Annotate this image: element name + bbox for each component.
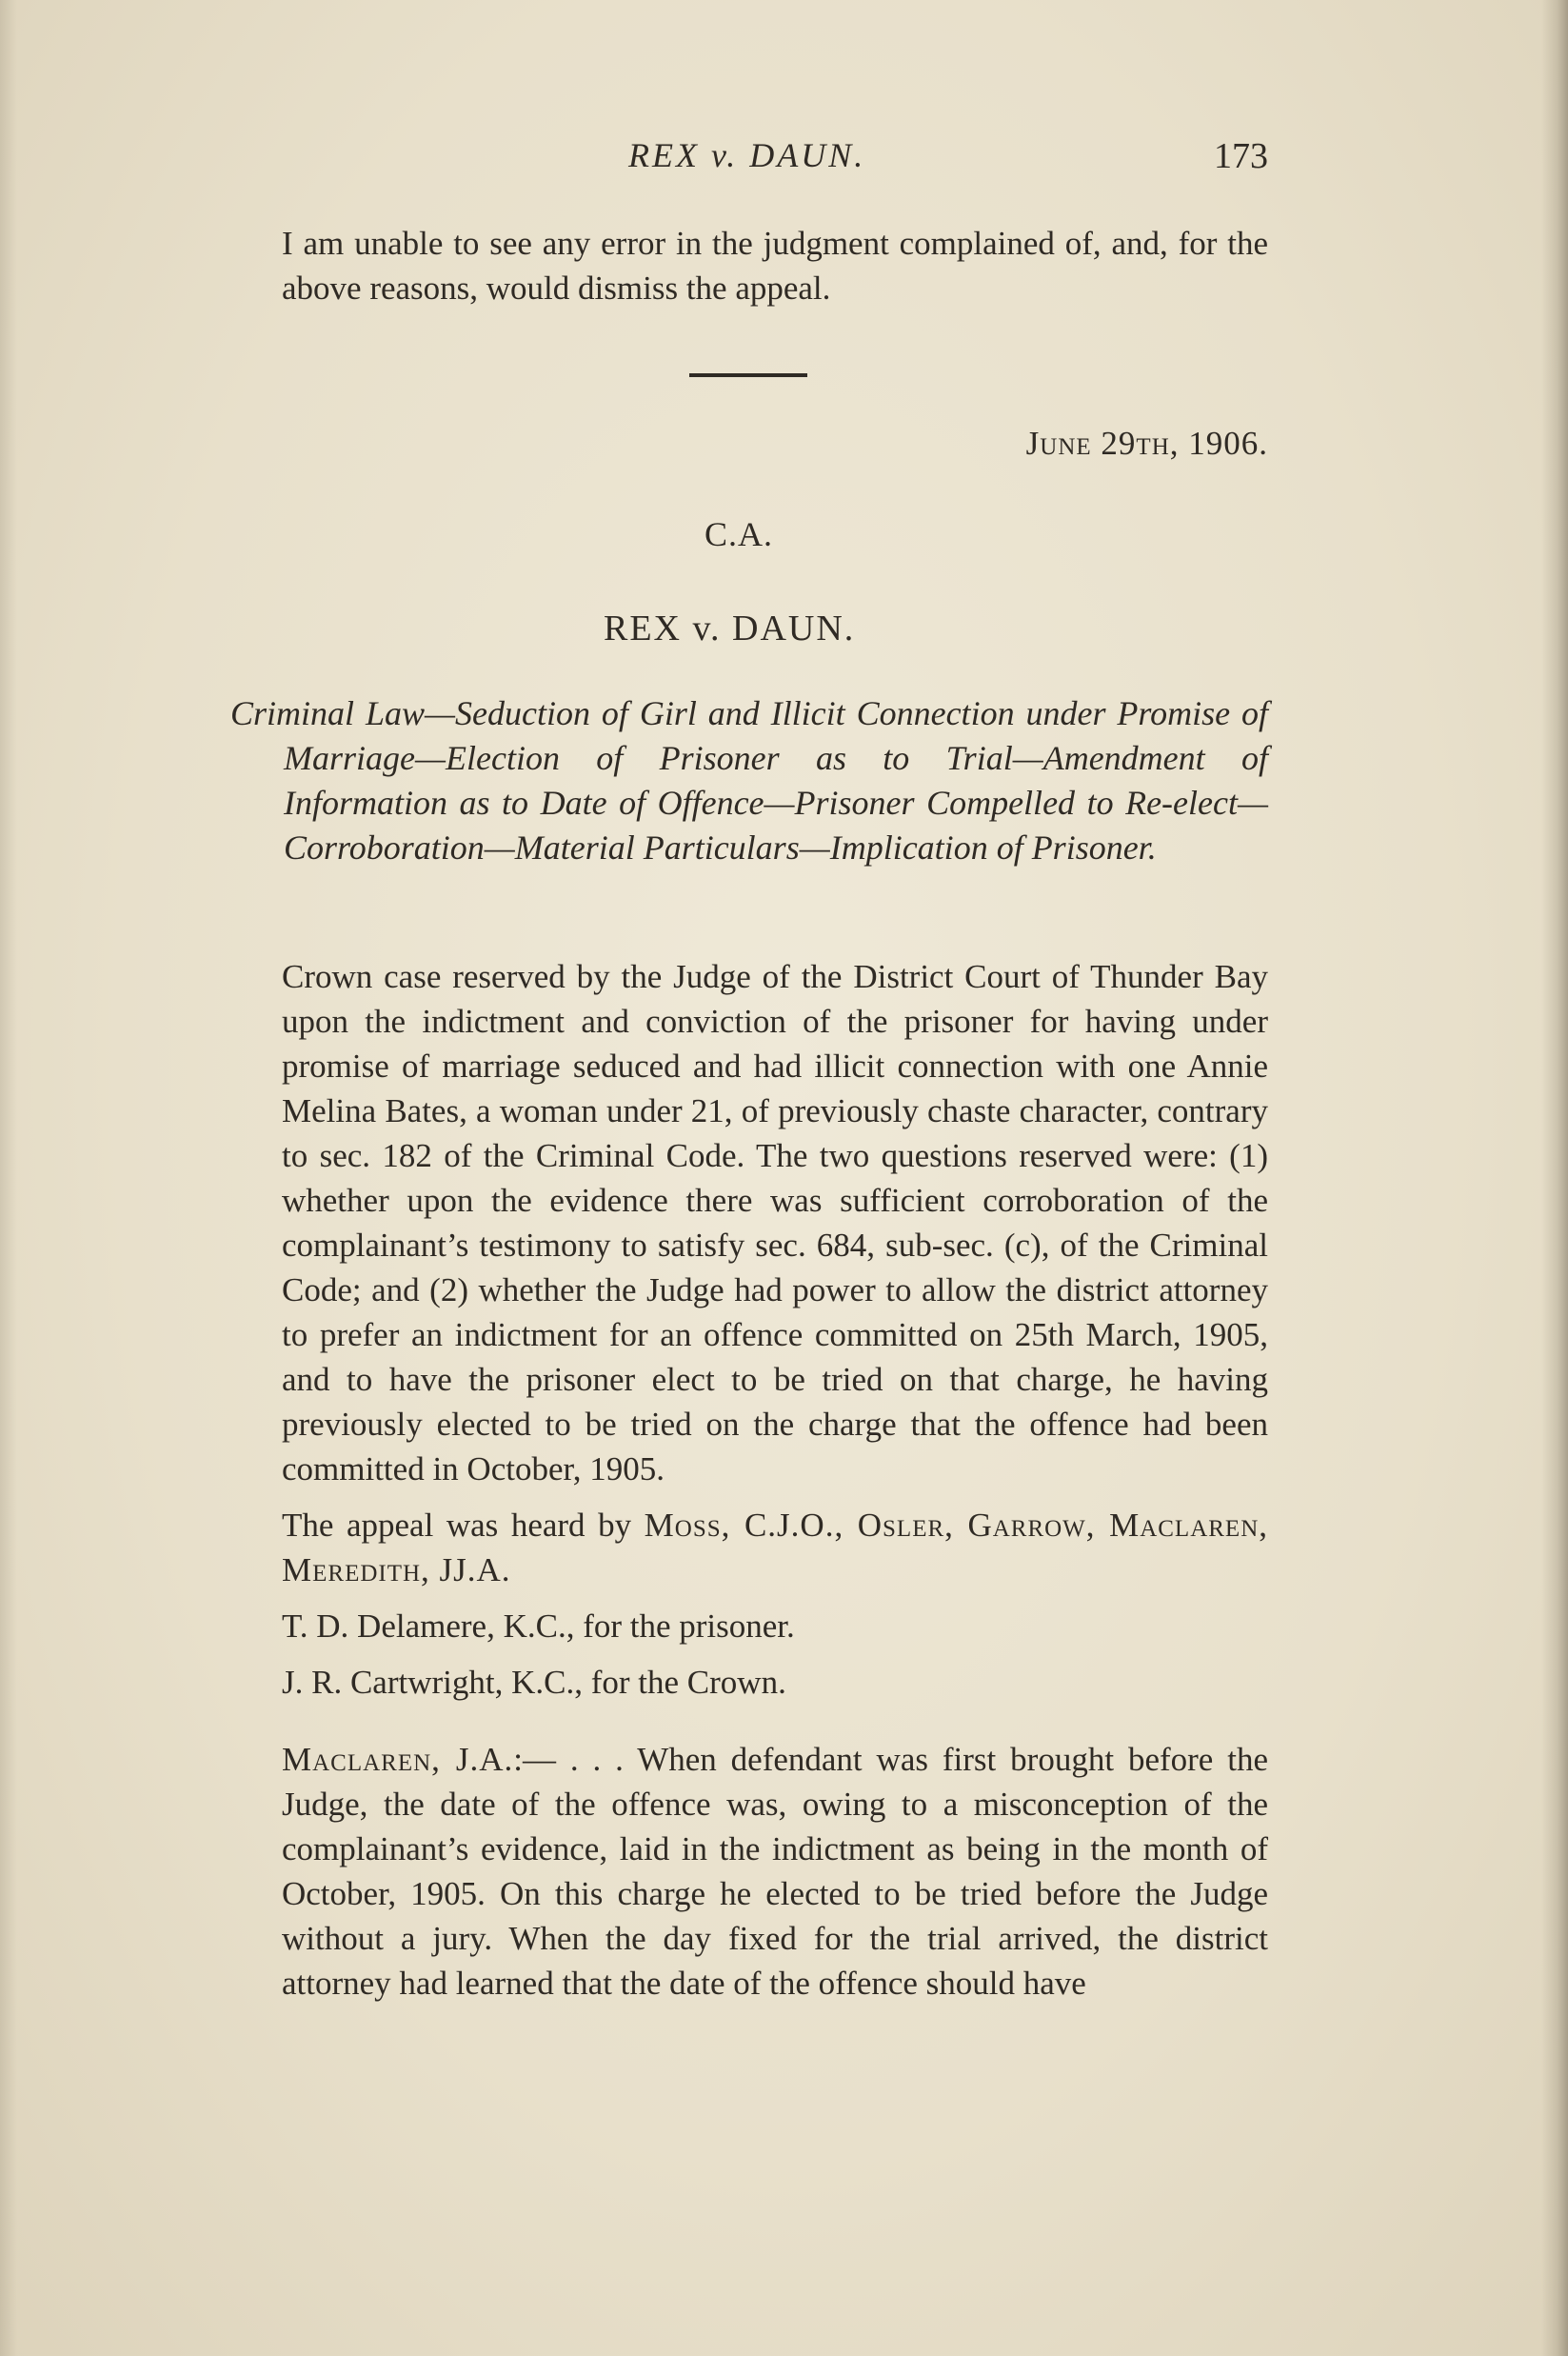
spacer [282,1716,1268,1737]
page-right-edge-shadow [1541,0,1568,2356]
page-left-edge-shadow [0,0,17,2356]
opening-paragraph: I am unable to see any error in the judgment complained of, and, for the above reasons, would dismiss the appeal. [282,225,1268,307]
bench-names: Moss, C.J.O., Osler, Garrow, Maclaren, Meredith, JJ.A. [282,1507,1269,1588]
case-body [282,954,1268,2017]
judgment-paragraph [282,1737,1268,2006]
running-head-title: REX v. DAUN. [628,136,866,174]
decision-date: June 29th, 1906. [1025,425,1268,462]
headnote [230,691,1268,870]
counsel-crown: J. R. Cartwright, K.C., for the Crown. [282,1664,786,1701]
headnote-text: Criminal Law—Seduction of Girl and Illicit Connection under Promise of Marriage—Election of Prisoner as to Trial—Amendment of Information as to Date of Offence—Prisoner Compelled to Re-elect—Corroboration—Material Particulars—Implication of Prisoner. [230,694,1268,867]
bench-line [282,1503,1268,1592]
court-designation: C.A. [705,515,774,553]
case-statement: Crown case reserved by the Judge of the District Court of Thunder Bay upon the indictment and conviction of the prisoner for having under promise of marriage seduced and had illicit connection with one Annie Melina Bates, a woman under 21, of previously chaste character, contrary to sec. 182 of the Criminal Code. The two questions reserved were: (1) whether upon the evidence there was sufficient corroboration of the complainant’s testimony to satisfy sec. 684, sub-sec. (c), of the Criminal Code; and (2) whether the Judge had power to allow the district attorney to prefer an indictment for an offence committed on 25th March, 1905, and to have the prisoner elect to be tried on that charge, he having previously elected to be tried on the charge that the offence had been committed in October, 1905. [282,958,1268,1487]
opening-paragraph-block [282,221,1268,310]
judgment-text: :— . . . When defendant was first brought before the Judge, the date of the offence was, owing to a misconception of the complainant’s evidence, laid in the indictment as being in the month of October, 1905. On this charge he elected to be tried before the Judge without a jury. When the day fixed for the trial arrived, the district attorney had learned that the date of the offence should have [282,1741,1268,2002]
section-divider-rule [689,373,807,377]
bench-prefix: The appeal was heard by [282,1507,645,1544]
running-head [282,135,1268,192]
case-title: REX v. DAUN. [604,609,856,649]
page-number: 173 [1214,136,1268,176]
counsel-prisoner: T. D. Delamere, K.C., for the prisoner. [282,1607,795,1645]
judge-name: Maclaren, J.A. [282,1741,514,1778]
